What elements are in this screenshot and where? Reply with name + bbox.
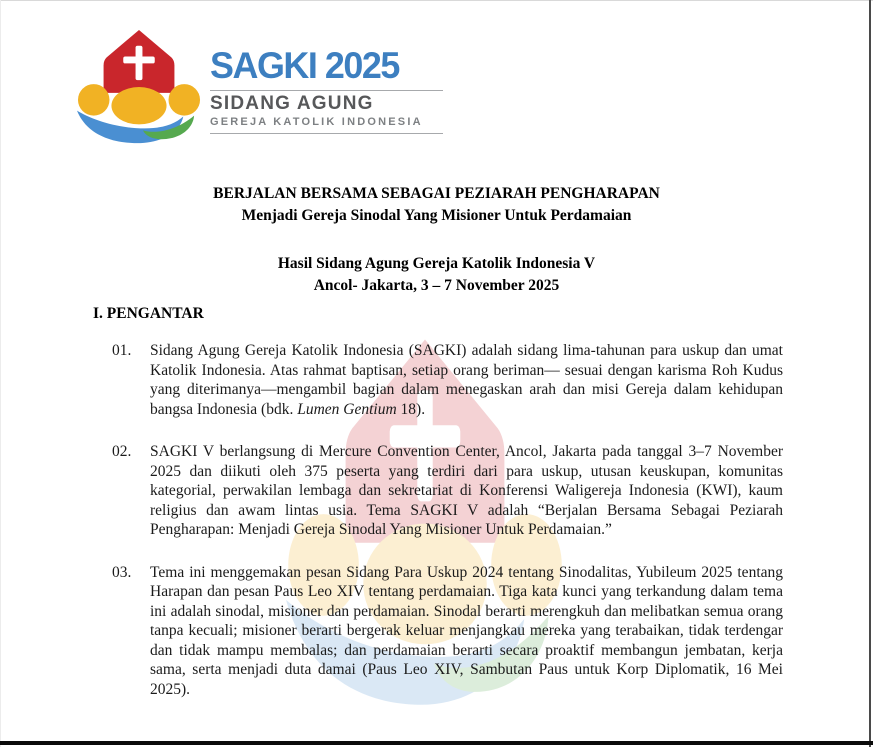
paragraph (112, 442, 783, 540)
paragraph-number: 02. (112, 443, 132, 460)
sagki-logo-text (210, 46, 443, 134)
doc-subtitle-line-2: Ancol- Jakarta, 3 – 7 November 2025 (313, 277, 560, 294)
paragraph-italic-run: Lumen Gentium (297, 400, 397, 418)
logo-tagline: GEREJA KATOLIK INDONESIA (210, 116, 423, 128)
page-top-edge (0, 0, 873, 1)
page-left-edge (0, 0, 1, 747)
page-right-edge (869, 0, 871, 747)
page-bottom-rule (0, 741, 873, 745)
logo-divider-top (210, 90, 443, 91)
paragraph (112, 341, 783, 419)
paragraph-list (112, 341, 783, 722)
sagki-logo-mark-icon (72, 27, 206, 151)
logo-wordmark: SAGKI 2025 (210, 45, 399, 86)
paragraph-text-run: SAGKI V berlangsung di Mercure Convention Center, Ancol, Jakarta pada tanggal 3–7 November 2025 dan diikuti oleh 375 peserta yang terdiri dari para uskup, utusan keuskupan, komunitas kategorial, perwakilan lembaga dan sekretariat di Konferensi Waligereja Indonesia (KWI), kaum religius dan awam lintas usia. Tema SAGKI V adalah “Berjalan Bersama Sebagai Peziarah Pengharapan: Menjadi Gereja Sinodal Yang Misioner Untuk Perdamaian.” (150, 443, 783, 538)
section-heading: I. PENGANTAR (93, 305, 204, 322)
logo-subtitle: SIDANG AGUNG (210, 93, 374, 114)
paragraph-text (150, 442, 783, 540)
doc-subtitle-line-1: Hasil Sidang Agung Gereja Katolik Indonesia V (277, 255, 596, 272)
paragraph-number: 01. (112, 342, 132, 359)
paragraph-text-run: Sidang Agung Gereja Katolik Indonesia (SAGKI) adalah sidang lima-tahunan para uskup dan umat Katolik Indonesia. Atas rahmat baptisan, setiap orang beriman— sesuai dengan karisma Roh Kudus yang diterimanya—mengambil bagian dalam menegaskan arah dan misi Gereja dalam kehidupan bangsa Indonesia (bdk. (150, 342, 783, 418)
paragraph (112, 563, 783, 700)
paragraph-text-run: Tema ini menggemakan pesan Sidang Para Uskup 2024 tentang Sinodalitas, Yubileum 2025 tentang Harapan dan pesan Paus Leo XIV tentang perdamaian. Tiga kata kunci yang terkandung dalam tema ini adalah sinodal, misioner dan perdamaian. Sinodal berarti merengkuh dan melibatkan semua orang tanpa kecuali; misioner berarti bergerak keluar menjangkau mereka yang terabaikan, tidak terdengar dan tidak mampu membalas; dan perdamaian berarti secara proaktif membangun jembatan, kerja sama, serta menjadi duta damai (Paus Leo XIV, Sambutan Paus untuk Korp Diplomatik, 16 Mei 2025). (150, 563, 783, 698)
paragraph-text (150, 563, 783, 700)
logo-divider-bottom (210, 133, 443, 134)
document-title-block (0, 183, 873, 297)
paragraph-number: 03. (112, 563, 132, 581)
paragraph-text (150, 341, 783, 419)
doc-title-line-1: BERJALAN BERSAMA SEBAGAI PEZIARAH PENGHARAPAN (213, 185, 660, 202)
paragraph-text-run: 18). (396, 400, 426, 418)
doc-title-line-2: Menjadi Gereja Sinodal Yang Misioner Untuk Perdamaian (241, 207, 632, 224)
